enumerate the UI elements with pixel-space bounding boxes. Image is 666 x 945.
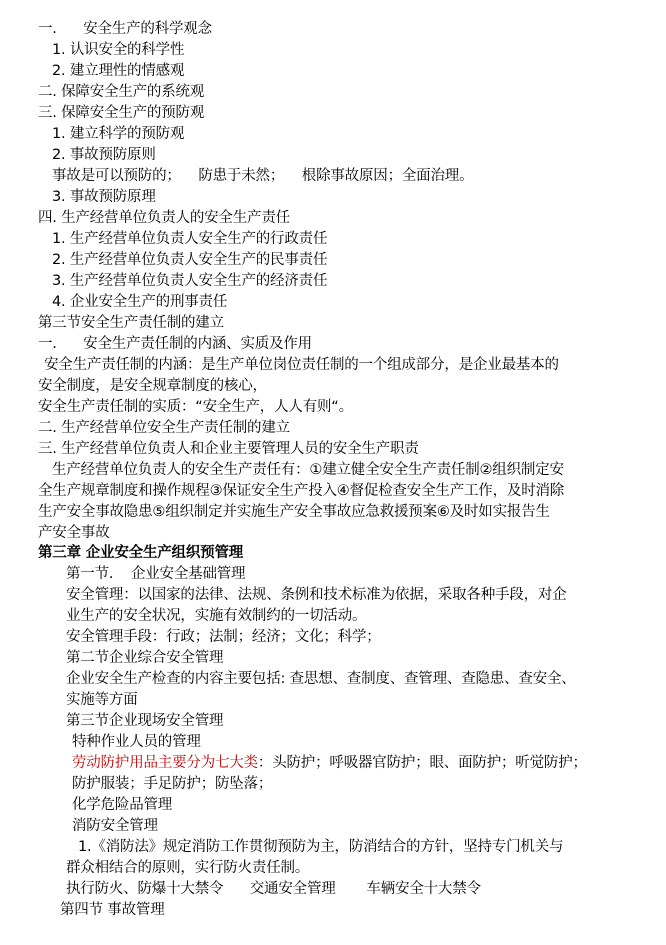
text-segment: 第三节企业现场安全管理 <box>66 713 224 729</box>
text-line <box>52 250 327 271</box>
text-segment: 1.《消防法》规定消防工作贯彻预防为主，防消结合的方针，坚持专门机关与 <box>78 839 564 855</box>
text-segment: 一. 安全生产责任制的内涵、实质及作用 <box>38 336 312 352</box>
text-segment: 第四节 事故管理 <box>60 902 165 918</box>
text-line <box>72 816 158 837</box>
text-segment: 事故是可以预防的； 防患于未然； 根除事故原因；全面治理。 <box>52 168 474 184</box>
text-segment: 三. 保障安全生产的预防观 <box>38 105 205 121</box>
text-segment: 安全制度，是安全规章制度的核心， <box>38 378 267 394</box>
text-line <box>66 564 245 585</box>
text-segment: 2. 事故预防原则 <box>52 147 156 163</box>
text-line <box>66 648 223 669</box>
text-segment: 安全生产责任制的实质：“安全生产，人人有则“。 <box>38 399 353 415</box>
text-segment: 全生产规章制度和操作规程③保证安全生产投入④督促检查安全生产工作，及时消除 <box>38 483 565 499</box>
text-line <box>38 313 224 334</box>
text-line <box>66 669 576 690</box>
text-segment: 1. 认识安全的科学性 <box>52 42 185 58</box>
text-segment: 安全管理手段：行政；法制；经济；文化；科学； <box>66 629 381 645</box>
text-line <box>78 837 563 858</box>
text-segment: 安全生产责任制的内涵：是生产单位岗位责任制的一个组成部分，是企业最基本的 <box>44 357 559 373</box>
text-segment: 四. 生产经营单位负责人的安全生产责任 <box>38 210 290 226</box>
text-segment: 执行防火、防爆十大禁令 交通安全管理 车辆安全十大禁令 <box>66 881 481 897</box>
text-line <box>52 40 184 61</box>
text-segment: 3. 生产经营单位负责人安全生产的经济责任 <box>52 273 328 289</box>
text-line <box>38 376 267 397</box>
text-segment: 三. 生产经营单位负责人和企业主要管理人员的安全生产职责 <box>38 441 419 457</box>
text-line <box>38 418 290 439</box>
text-segment: 防护服装；手足防护；防坠落； <box>72 776 273 792</box>
text-line <box>52 61 184 82</box>
text-segment: 生产安全事故隐患⑤组织制定并实施生产安全事故应急救援预案⑥及时如实报告生 <box>38 504 550 520</box>
text-segment: 业生产的安全状况，实施有效制约的一切活动。 <box>66 608 367 624</box>
text-segment: 二. 保障安全生产的系统观 <box>38 84 205 100</box>
text-segment: 化学危险品管理 <box>72 797 173 813</box>
text-line <box>66 879 481 900</box>
text-line <box>52 124 184 145</box>
text-line <box>66 585 567 606</box>
highlighted-text: 劳动防护用品主要分为七大类 <box>72 755 258 771</box>
text-line <box>44 355 559 376</box>
text-segment: 4. 企业安全生产的刑事责任 <box>52 294 228 310</box>
text-segment: 一. 安全生产的科学观念 <box>38 21 212 37</box>
text-segment: 特种作业人员的管理 <box>72 734 201 750</box>
text-segment: 第二节企业综合安全管理 <box>66 650 224 666</box>
text-segment: 安全管理：以国家的法律、法规、条例和技术标准为依据，采取各种手段，对企 <box>66 587 567 603</box>
text-segment: 群众相结合的原则，实行防火责任制。 <box>66 860 310 876</box>
text-line <box>52 271 327 292</box>
text-line <box>72 732 201 753</box>
text-segment: 实施等方面 <box>66 692 138 708</box>
text-line <box>60 900 165 921</box>
text-line <box>38 208 290 229</box>
chapter-heading <box>38 543 243 564</box>
text-segment: 产安全事故 <box>38 525 110 541</box>
text-segment: 1. 生产经营单位负责人安全生产的行政责任 <box>52 231 328 247</box>
text-line <box>38 334 312 355</box>
text-segment: 企业安全生产检查的内容主要包括: 查思想、查制度、查管理、查隐患、查安全、 <box>66 671 576 687</box>
text-line <box>66 627 381 648</box>
text-line <box>72 774 272 795</box>
text-line <box>66 690 138 711</box>
text-segment: 2. 生产经营单位负责人安全生产的民事责任 <box>52 252 328 268</box>
text-line <box>38 439 419 460</box>
text-segment: 生产经营单位负责人的安全生产责任有：①建立健全安全生产责任制②组织制定安 <box>52 462 564 478</box>
text-line <box>38 19 212 40</box>
text-line <box>38 397 353 418</box>
text-segment: 1. 建立科学的预防观 <box>52 126 185 142</box>
text-line <box>52 292 227 313</box>
text-segment: 第三章 企业安全生产组织预管理 <box>38 545 244 561</box>
text-segment: 消防安全管理 <box>72 818 158 834</box>
text-line <box>52 145 156 166</box>
text-line <box>52 229 327 250</box>
text-segment: 2. 建立理性的情感观 <box>52 63 185 79</box>
text-segment: ：头防护；呼吸器官防护；眼、面防护；听觉防护； <box>257 755 587 771</box>
text-line <box>38 103 204 124</box>
text-segment: 二. 生产经营单位安全生产责任制的建立 <box>38 420 290 436</box>
text-line <box>66 711 223 732</box>
text-line <box>38 502 550 523</box>
text-line <box>38 481 564 502</box>
text-line <box>52 166 473 187</box>
text-line <box>38 82 204 103</box>
text-line <box>72 753 587 774</box>
text-segment: 3. 事故预防原理 <box>52 189 156 205</box>
text-line <box>52 460 564 481</box>
text-line <box>66 606 366 627</box>
text-line <box>38 523 110 544</box>
text-line <box>72 795 172 816</box>
text-line <box>52 187 156 208</box>
text-segment: 第一节. 企业安全基础管理 <box>66 566 246 582</box>
text-segment: 第三节安全生产责任制的建立 <box>38 315 224 331</box>
text-line <box>66 858 309 879</box>
